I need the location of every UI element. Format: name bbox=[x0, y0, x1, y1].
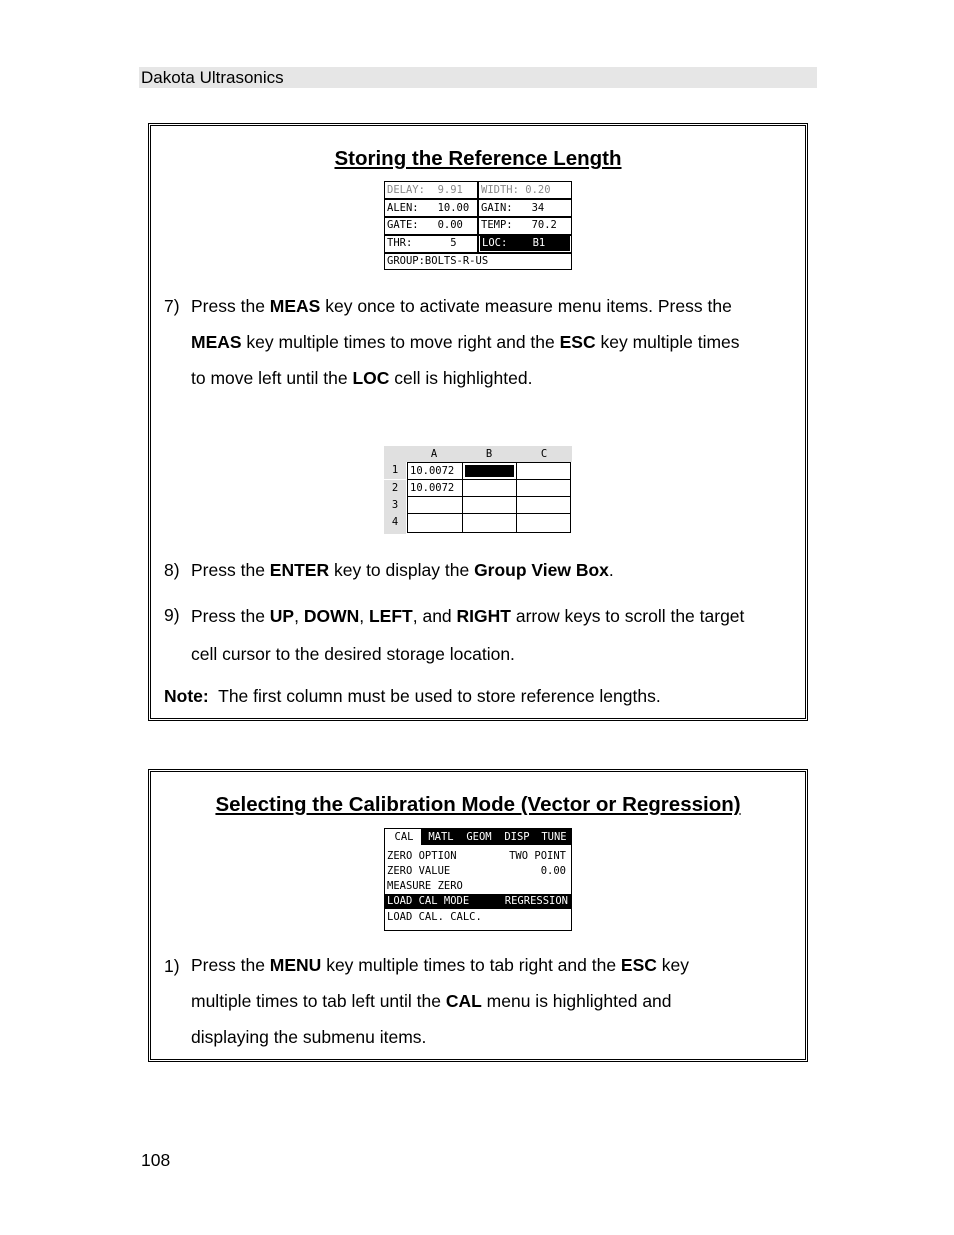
header-title: Dakota Ultrasonics bbox=[141, 68, 284, 87]
menu-row-zero-option: ZERO OPTION TWO POINT bbox=[387, 850, 566, 862]
grid-col-header: C bbox=[516, 446, 572, 462]
step-number: 7) bbox=[164, 296, 180, 316]
note-text: The first column must be used to store reference lengths. bbox=[208, 686, 661, 706]
grid-cell-c1 bbox=[516, 462, 571, 480]
step-number: 1) bbox=[164, 956, 180, 976]
step-number: 8) bbox=[164, 560, 180, 580]
grid-cell-a4 bbox=[407, 513, 463, 533]
grid-row-header: 1 bbox=[384, 462, 406, 479]
grid-col-header: A bbox=[406, 446, 462, 462]
section-title: Selecting the Calibration Mode (Vector or Regression) bbox=[215, 793, 741, 816]
loc-cell-highlighted: LOC: B1 bbox=[480, 236, 570, 251]
note-label: Note: bbox=[164, 686, 209, 706]
tab-cal: CAL bbox=[394, 831, 414, 843]
thr-cell: THR: 5 bbox=[387, 237, 457, 249]
page-number: 108 bbox=[141, 1150, 171, 1170]
grid-cursor bbox=[465, 465, 514, 477]
grid-cell-b3 bbox=[462, 496, 517, 514]
grid-cell-a1: 10.0072 bbox=[407, 462, 463, 480]
alen-cell: ALEN: 10.00 bbox=[387, 202, 470, 214]
grid-cell-c3 bbox=[516, 496, 571, 514]
grid-cell-c4 bbox=[516, 513, 571, 533]
group-cell: GROUP:BOLTS-R-US bbox=[387, 255, 489, 267]
meas-screen bbox=[384, 181, 572, 270]
grid-row-header: 2 bbox=[384, 480, 406, 497]
step-1-text: Press the MENU key multiple times to tab right and the ESC key multiple times to tab left until the CAL menu is highlighted and displaying the submenu items. bbox=[191, 955, 690, 1047]
tab-matl: MATL bbox=[428, 831, 454, 843]
width-cell: WIDTH: 0.20 bbox=[481, 184, 551, 196]
gate-cell: GATE: 0.00 bbox=[387, 219, 463, 231]
grid-cell-c2 bbox=[516, 479, 571, 497]
tab-tune: TUNE bbox=[541, 831, 567, 843]
grid-cell-b4 bbox=[462, 513, 517, 533]
tab-geom: GEOM bbox=[466, 831, 492, 843]
step-9-text: Press the UP, DOWN, LEFT, and RIGHT arrow keys to scroll the target cell cursor to the desired storage location. bbox=[191, 606, 745, 664]
grid-cell-a2: 10.0072 bbox=[407, 479, 463, 497]
menu-row-load-cal-calc: LOAD CAL. CALC. bbox=[387, 911, 482, 923]
menu-row-load-cal-mode-highlighted: LOAD CAL MODE REGRESSION bbox=[385, 894, 571, 909]
gain-cell: GAIN: 34 bbox=[481, 202, 545, 214]
grid-row-header: 4 bbox=[384, 514, 406, 534]
menu-row-measure-zero: MEASURE ZERO bbox=[387, 880, 463, 892]
grid-row-header: 3 bbox=[384, 497, 406, 514]
note bbox=[164, 678, 794, 714]
delay-cell: DELAY: 9.91 bbox=[387, 184, 463, 196]
temp-cell: TEMP: 70.2 bbox=[481, 219, 557, 231]
group-view-grid bbox=[384, 446, 572, 534]
grid-cell-a3 bbox=[407, 496, 463, 514]
grid-cell-b1 bbox=[462, 462, 517, 480]
step-8-text: Press the ENTER key to display the Group View Box. bbox=[191, 560, 614, 580]
step-7-text: Press the MEAS key once to activate measure menu items. Press the MEAS key multiple times to move right and the ESC key multiple times to move left until the LOC cell is highlighted. bbox=[191, 296, 740, 388]
step-number: 9) bbox=[164, 605, 180, 625]
grid-col-header: B bbox=[462, 446, 516, 462]
tab-disp: DISP bbox=[504, 831, 530, 843]
cal-menu-screen bbox=[384, 828, 572, 931]
menu-row-zero-value: ZERO VALUE 0.00 bbox=[387, 865, 566, 877]
section-title: Storing the Reference Length bbox=[334, 147, 622, 170]
grid-cell-b2 bbox=[462, 479, 517, 497]
header-bar bbox=[139, 67, 817, 88]
